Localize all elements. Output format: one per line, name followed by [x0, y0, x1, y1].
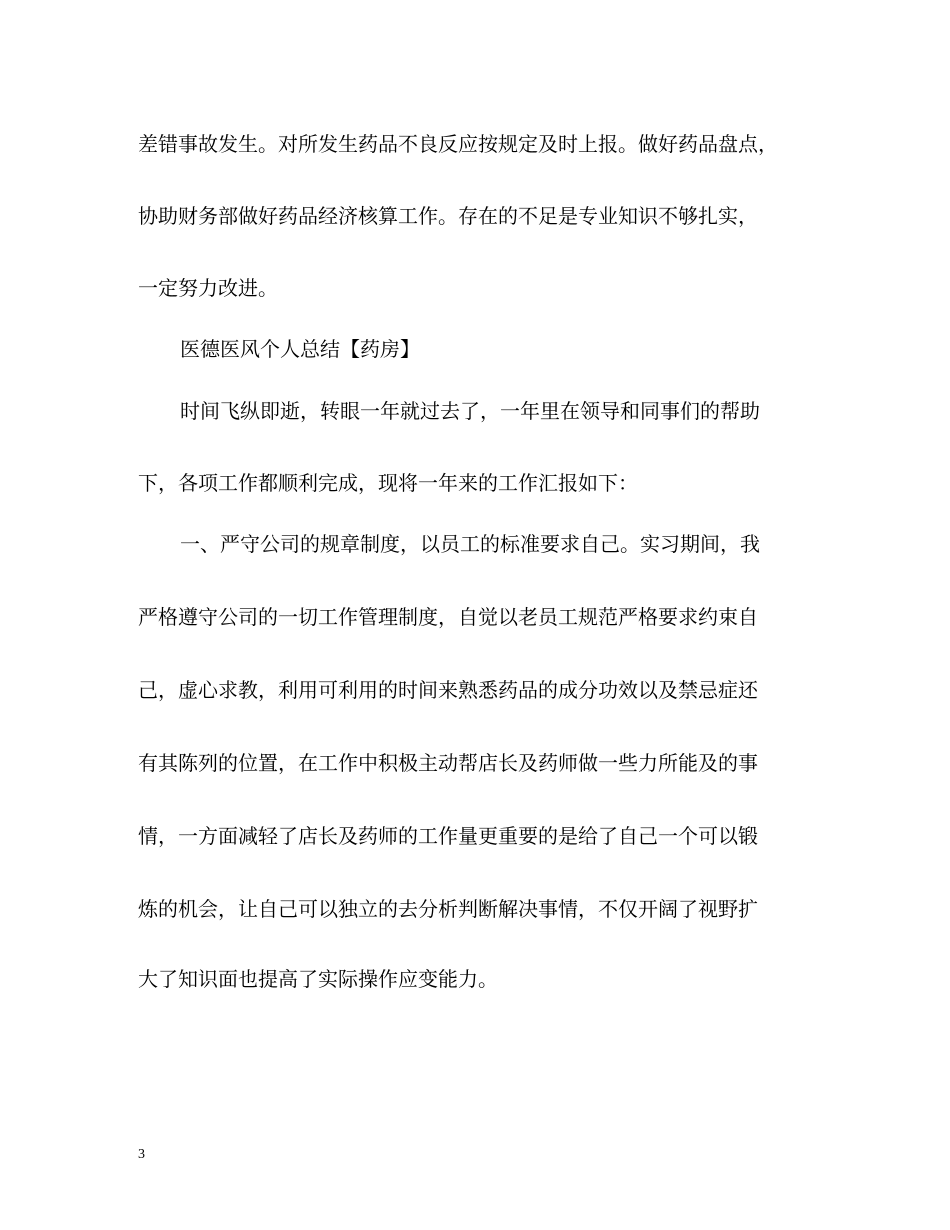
text-line: 协助财务部做好药品经济核算工作。存在的不足是专业知识不够扎实， — [138, 204, 758, 228]
text-line: 差错事故发生。对所发生药品不良反应按规定及时上报。做好药品盘点， — [138, 132, 778, 156]
text-line: 一、严守公司的规章制度，以员工的标准要求自己。实习期间，我 — [180, 532, 760, 556]
section-heading: 医德医风个人总结【药房】 — [180, 337, 420, 361]
text-line: 下，各项工作都顺利完成，现将一年来的工作汇报如下： — [138, 471, 638, 495]
text-line: 严格遵守公司的一切工作管理制度，自觉以老员工规范严格要求约束自 — [138, 605, 758, 629]
text-line: 情，一方面减轻了店长及药师的工作量更重要的是给了自己一个可以锻 — [138, 824, 758, 848]
text-line: 大了知识面也提高了实际操作应变能力。 — [138, 967, 498, 991]
text-line: 己，虚心求教，利用可利用的时间来熟悉药品的成分功效以及禁忌症还 — [138, 678, 758, 702]
page-number: 3 — [138, 1147, 145, 1162]
text-line: 炼的机会，让自己可以独立的去分析判断解决事情，不仅开阔了视野扩 — [138, 897, 758, 921]
text-line: 时间飞纵即逝，转眼一年就过去了，一年里在领导和同事们的帮助 — [180, 399, 760, 423]
text-line: 一定努力改进。 — [138, 276, 278, 300]
text-line: 有其陈列的位置，在工作中积极主动帮店长及药师做一些力所能及的事 — [138, 751, 758, 775]
